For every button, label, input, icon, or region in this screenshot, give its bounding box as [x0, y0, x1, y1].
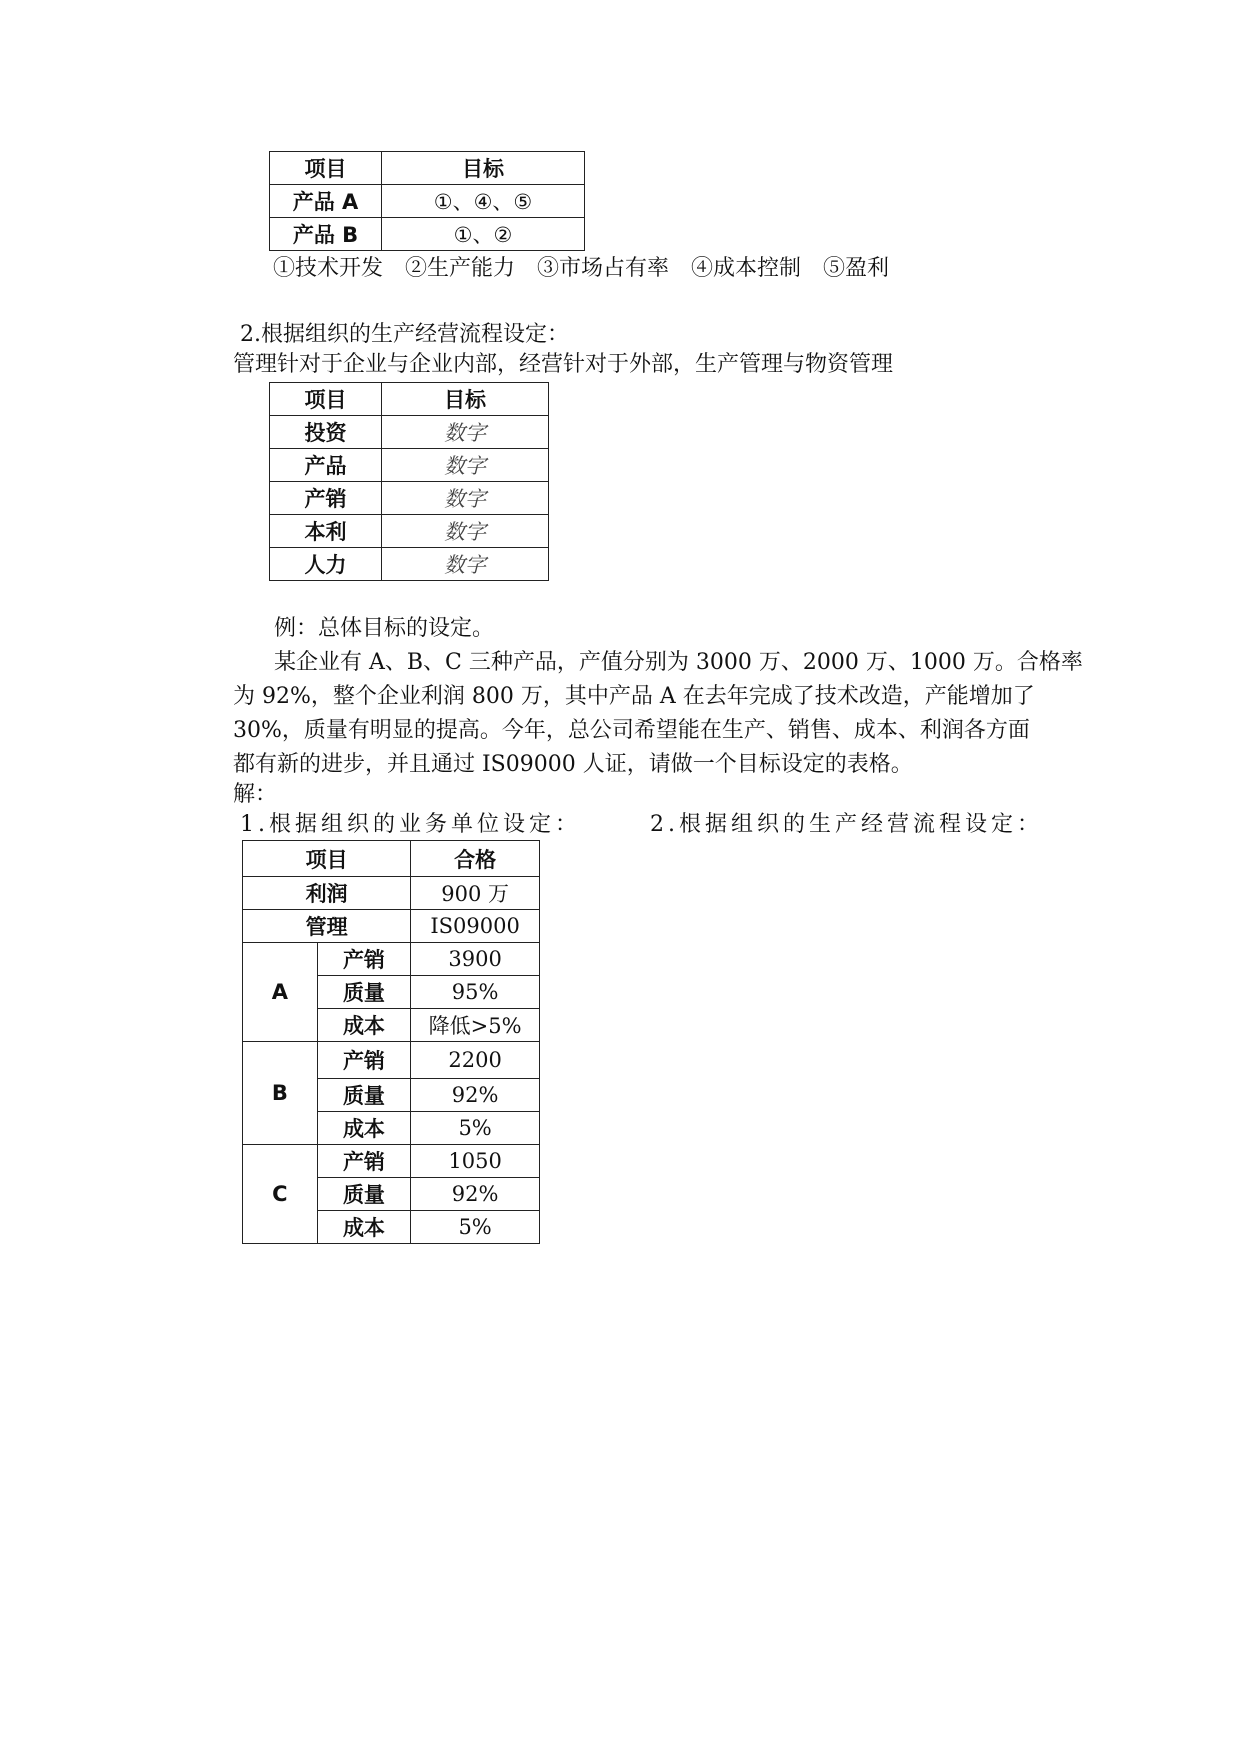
- example-line-4: 都有新的进步，并且通过 IS09000 人证，请做一个目标设定的表格。: [233, 752, 913, 777]
- example-line-3: 30%，质量有明显的提高。今年，总公司希望能在生产、销售、成本、利润各方面: [233, 718, 1030, 743]
- header-item: 项目: [270, 152, 382, 185]
- row-label: 产品 B: [270, 218, 382, 251]
- table-row: [270, 185, 585, 218]
- row-value: 数字: [382, 548, 549, 581]
- table-header-row: [243, 841, 540, 877]
- row-value: ①、②: [382, 218, 585, 251]
- header-item: 项目: [243, 841, 411, 877]
- table-row: [270, 449, 549, 482]
- row-value: 降低>5%: [411, 1009, 540, 1042]
- header-item: 项目: [270, 383, 382, 416]
- row-label: 投资: [270, 416, 382, 449]
- row-value: 数字: [382, 449, 549, 482]
- group-label-b: B: [243, 1042, 318, 1145]
- row-label: 产销: [270, 482, 382, 515]
- solution-label: 解：: [233, 782, 278, 807]
- goal-legend: ①技术开发 ②生产能力 ③市场占有率 ④成本控制 ⑤盈利: [273, 256, 890, 281]
- row-value: 5%: [411, 1211, 540, 1244]
- example-line-2: 为 92%，整个企业利润 800 万，其中产品 A 在去年完成了技术改造，产能增加了: [233, 684, 1035, 709]
- table-row: [270, 515, 549, 548]
- table-row: [270, 416, 549, 449]
- row-value: ①、④、⑤: [382, 185, 585, 218]
- row-value: 2200: [411, 1042, 540, 1079]
- row-label: 产品 A: [270, 185, 382, 218]
- row-label: 本利: [270, 515, 382, 548]
- row-label: 管理: [243, 910, 411, 943]
- table-row: [243, 943, 540, 976]
- row-value: 数字: [382, 416, 549, 449]
- row-label: 成本: [317, 1009, 411, 1042]
- table-header-row: [270, 383, 549, 416]
- row-value: 5%: [411, 1112, 540, 1145]
- group-label-a: A: [243, 943, 318, 1042]
- table-row: [270, 218, 585, 251]
- target-setting-table: [242, 840, 540, 1244]
- section2-title: 2.根据组织的生产经营流程设定：: [240, 322, 569, 347]
- section2-note: 管理针对于企业与企业内部，经营针对于外部，生产管理与物资管理: [233, 352, 894, 377]
- product-goal-table: [269, 151, 585, 251]
- row-label: 质量: [317, 976, 411, 1009]
- row-label: 利润: [243, 877, 411, 910]
- row-value: 92%: [411, 1178, 540, 1211]
- row-value: 900 万: [411, 877, 540, 910]
- solution-heading-1: 1.根据组织的业务单位设定：: [240, 812, 581, 837]
- table-row: [243, 877, 540, 910]
- header-goal: 目标: [382, 383, 549, 416]
- row-label: 人力: [270, 548, 382, 581]
- row-label: 质量: [317, 1178, 411, 1211]
- row-label: 质量: [317, 1079, 411, 1112]
- row-label: 产销: [317, 943, 411, 976]
- row-value: 95%: [411, 976, 540, 1009]
- header-qualified: 合格: [411, 841, 540, 877]
- header-goal: 目标: [382, 152, 585, 185]
- row-value: 数字: [382, 482, 549, 515]
- row-label: 成本: [317, 1112, 411, 1145]
- table-header-row: [270, 152, 585, 185]
- row-value: IS09000: [411, 910, 540, 943]
- table-row: [270, 548, 549, 581]
- row-label: 成本: [317, 1211, 411, 1244]
- row-label: 产品: [270, 449, 382, 482]
- row-value: 1050: [411, 1145, 540, 1178]
- group-label-c: C: [243, 1145, 318, 1244]
- solution-heading-2: 2.根据组织的生产经营流程设定：: [650, 812, 1043, 837]
- row-label: 产销: [317, 1042, 411, 1079]
- example-title: 例：总体目标的设定。: [274, 616, 495, 641]
- table-row: [243, 1145, 540, 1178]
- row-value: 数字: [382, 515, 549, 548]
- process-goal-table: [269, 382, 549, 581]
- row-value: 92%: [411, 1079, 540, 1112]
- row-value: 3900: [411, 943, 540, 976]
- row-label: 产销: [317, 1145, 411, 1178]
- table-row: [243, 910, 540, 943]
- table-row: [243, 1042, 540, 1079]
- example-line-1: 某企业有 A、B、C 三种产品，产值分别为 3000 万、2000 万、1000 万。合格率: [274, 650, 1083, 675]
- table-row: [270, 482, 549, 515]
